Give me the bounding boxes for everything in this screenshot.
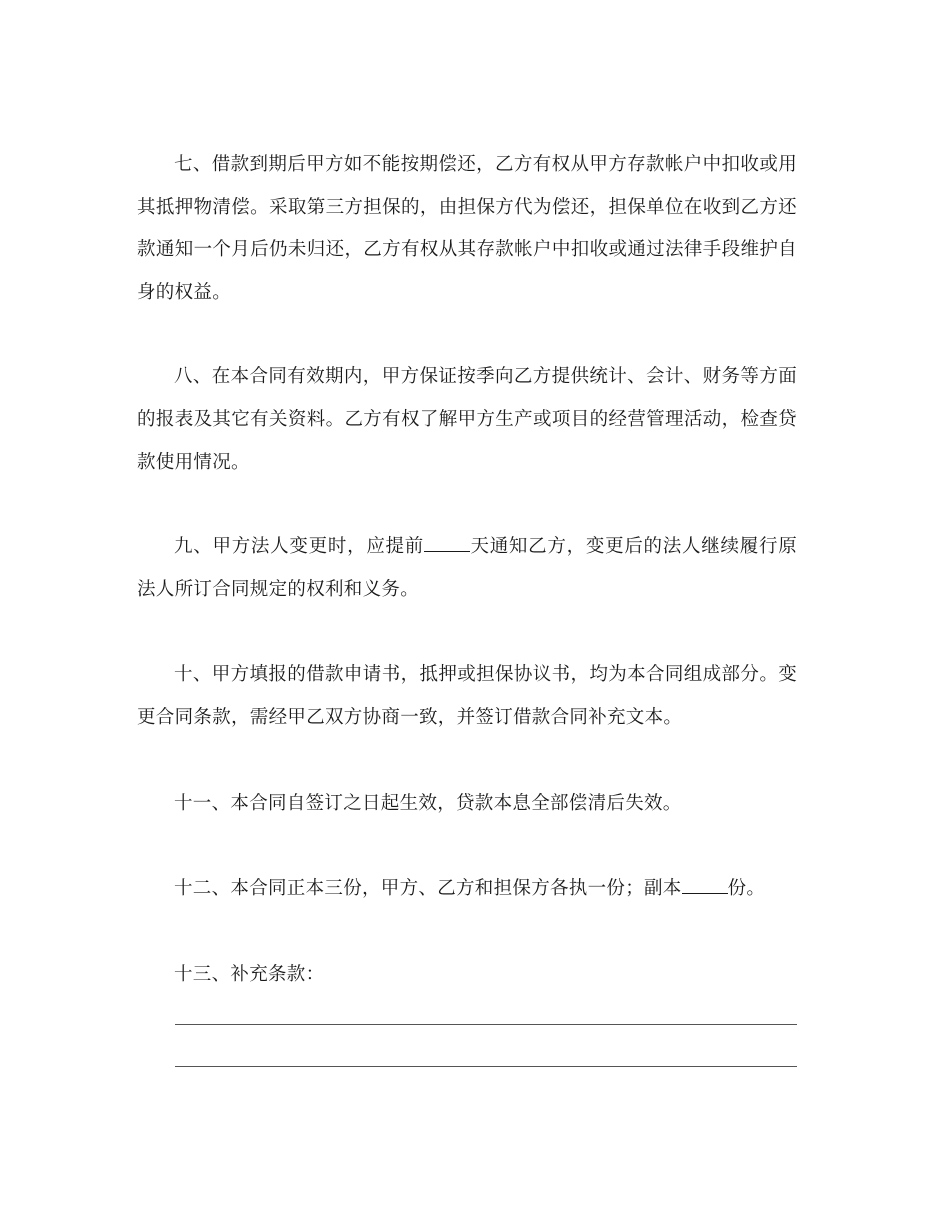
clause-10: 十、甲方填报的借款申请书，抵押或担保协议书，均为本合同组成部分。变更合同条款，需经甲乙双方协商一致，并签订借款合同补充文本。 xyxy=(137,664,797,728)
spacer xyxy=(137,911,797,954)
spacer xyxy=(137,484,797,526)
spacer xyxy=(137,740,797,783)
supplementary-terms-line-2[interactable] xyxy=(175,1066,797,1067)
clause-7: 七、借款到期后甲方如不能按期偿还，乙方有权从甲方存款帐户中扣收或用其抵押物清偿。采取第三方担保的，由担保方代为偿还，担保单位在收到乙方还款通知一个月后仍未归还，乙方有权从其存款帐户中扣收或通过法律手段维护自身的权益。 xyxy=(137,154,797,303)
clause-9 xyxy=(137,526,797,611)
clause-13: 十三、补充条款： xyxy=(174,963,325,985)
copies-blank[interactable] xyxy=(682,877,728,894)
clause-11: 十一、本合同自签订之日起生效，贷款本息全部偿清后失效。 xyxy=(174,792,682,814)
spacer xyxy=(137,611,797,654)
spacer xyxy=(137,314,797,356)
supplementary-terms-line-1[interactable] xyxy=(175,1024,797,1025)
clause-12-text-after: 份。 xyxy=(727,878,766,900)
clause-12 xyxy=(137,868,797,911)
clause-9-text-after: 天通知乙方，变更后的法人继续履行原法人所订合同规定的权利和义务。 xyxy=(137,536,797,600)
spacer xyxy=(137,825,797,868)
clause-12-text-before: 十二、本合同正本三份，甲方、乙方和担保方各执一份；副本 xyxy=(174,878,682,900)
days-blank[interactable] xyxy=(424,535,470,552)
contract-body xyxy=(137,144,797,996)
clause-8: 八、在本合同有效期内，甲方保证按季向乙方提供统计、会计、财务等方面的报表及其它有关资料。乙方有权了解甲方生产或项目的经营管理活动，检查贷款使用情况。 xyxy=(137,366,797,473)
clause-9-text-before: 九、甲方法人变更时，应提前 xyxy=(174,536,425,558)
